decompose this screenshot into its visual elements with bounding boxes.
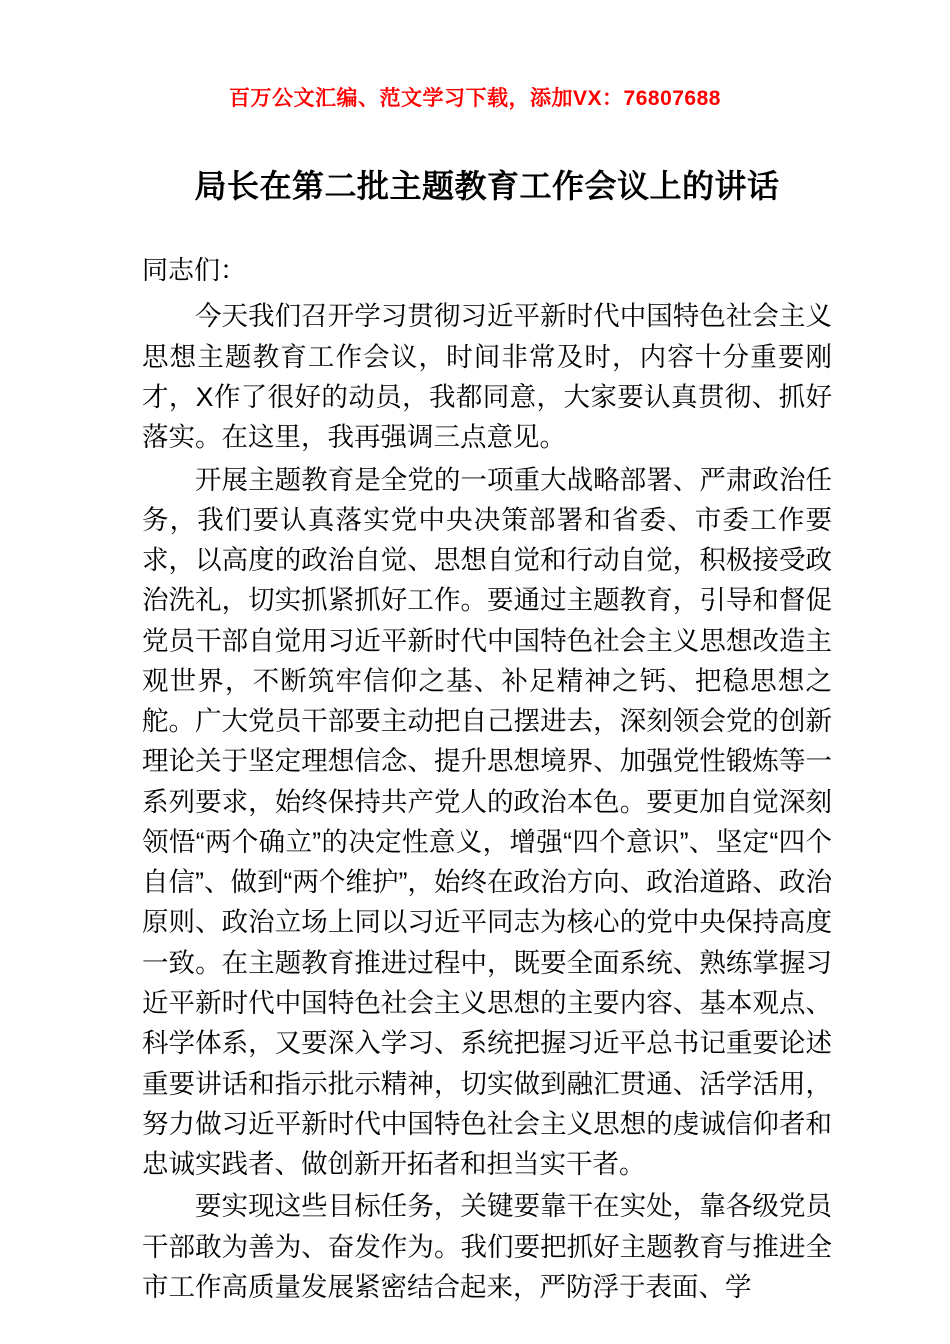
- paragraph-1: 今天我们召开学习贯彻习近平新时代中国特色社会主义思想主题教育工作会议，时间非常及时，内容十分重要刚才，X作了很好的动员，我都同意，大家要认真贯彻、抓好落实。在这里，我再强调三点意见。: [142, 301, 832, 453]
- salutation: 同志们：: [142, 255, 247, 286]
- document-body: [142, 165, 832, 1309]
- page-title: 局长在第二批主题教育工作会议上的讲话: [194, 168, 780, 204]
- watermark-text: 百万公文汇编、范文学习下载，添加VX：76807688: [229, 87, 721, 110]
- paragraph-3: 要实现这些目标任务，关键要靠干在实处，靠各级党员干部敢为善为、奋发作为。我们要把抓好主题教育与推进全市工作高质量发展紧密结合起来，严防浮于表面、学: [142, 1191, 832, 1302]
- paragraph-2: 开展主题教育是全党的一项重大战略部署、严肃政治任务，我们要认真落实党中央决策部署和省委、市委工作要求，以高度的政治自觉、思想自觉和行动自觉，积极接受政治洗礼，切实抓紧抓好工作。要通过主题教育，引导和督促党员干部自觉用习近平新时代中国特色社会主义思想改造主观世界，不断筑牢信仰之基、补足精神之钙、把稳思想之舵。广大党员干部要主动把自己摆进去，深刻领会党的创新理论关于坚定理想信念、提升思想境界、加强党性锻炼等一系列要求，始终保持共产党人的政治本色。要更加自觉深刻领悟“两个确立”的决定性意义，增强“四个意识”、坚定“四个自信”、做到“两个维护”，始终在政治方向、政治道路、政治原则、政治立场上同以习近平同志为核心的党中央保持高度一致。在主题教育推进过程中，既要全面系统、熟练掌握习近平新时代中国特色社会主义思想的主要内容、基本观点、科学体系，又要深入学习、系统把握习近平总书记重要论述重要讲话和指示批示精神，切实做到融汇贯通、活学活用，努力做习近平新时代中国特色社会主义思想的虔诚信仰者和忠诚实践者、做创新开拓者和担当实干者。: [142, 464, 832, 1180]
